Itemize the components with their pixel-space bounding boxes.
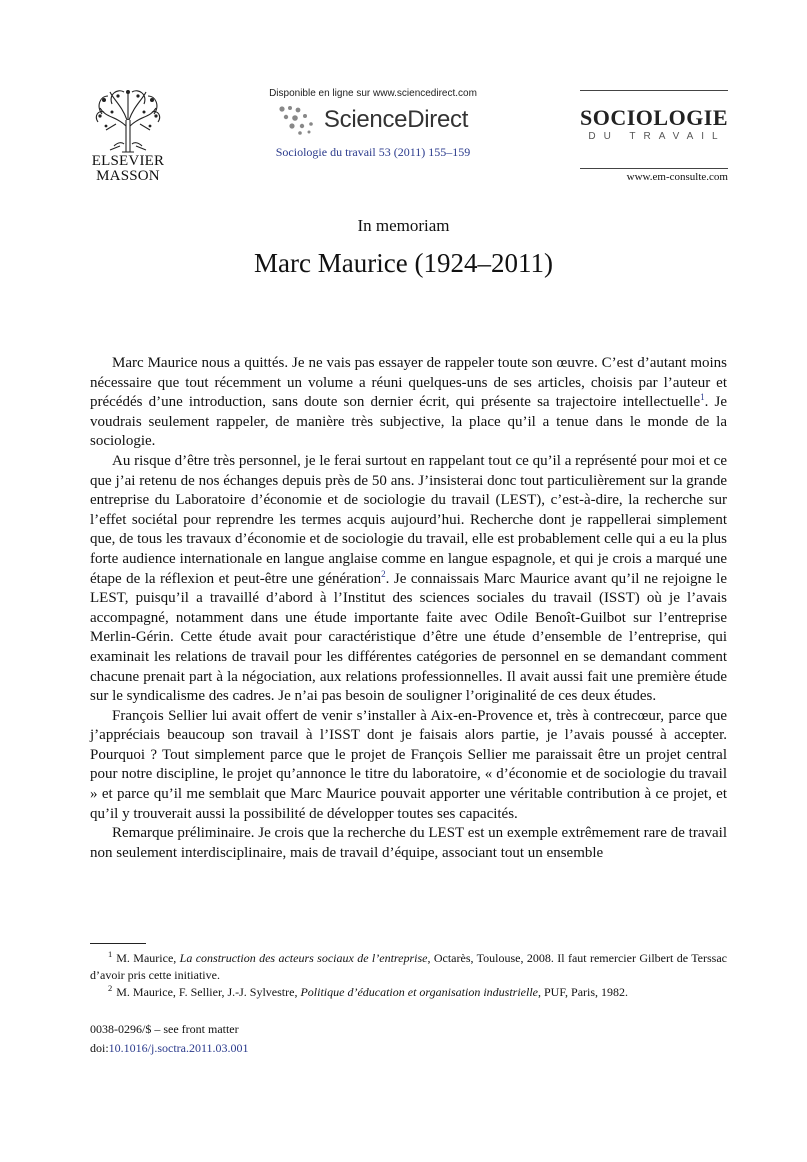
journal-masthead	[580, 90, 728, 183]
journal-header	[88, 82, 728, 202]
sciencedirect-block	[248, 88, 498, 160]
paragraph-2: Au risque d’être très personnel, je le ferai surtout en rappelant tout ce qu’il a représenté pour moi et ce que j’ai retenu de nos échanges depuis près de 50 ans. J’insisterai donc tout particulièrement sur la grande entreprise du Laboratoire d’économie et de sociologie du travail (LEST), c’est-à-dire, la recherche sur l’effet sociétal pour reprendre les termes acquis aujourd’hui. Recherche dont je rappellerai simplement que, de tous les travaux d’économie et de sociologie du travail, elle est probablement celle qui a eu la plus forte audience internationale en langue anglaise comme en langue espagnole, et qui je crois a marqué une étape de la réflexion et peut-être une génération$^2$. Je connaissais Marc Maurice avant qu’il ne rejoigne le LEST, puisqu’il a travaillé d’abord à l’Institut des sciences sociales du travail (ISST) où je l’avais accompagné, notamment dans une étude importante faite avec Odile Benoît-Guilbot sur l’entreprise Merlin-Gérin. Cette étude avait pour caractéristique d’être une étude d’ensemble de l’entreprise, qui examinait les relations de travail pour les différentes catégories de personnel en se demandant comment chacune prenait part à la négociation, aux relations professionnelles. Il avait aussi fait une première étude sur le syndicalisme des cadres. Je n’ai pas besoin de souligner l’originalité de ces deux études.	[90, 452, 727, 705]
paragraph-4: Remarque préliminaire. Je crois que la recherche du LEST est un exemple extrêmement rare de travail non seulement interdisciplinaire, mais de travail d’équipe, associant tout un ensemble	[90, 825, 727, 861]
elsevier-masson-logo	[88, 86, 168, 184]
sciencedirect-dots-icon	[278, 105, 318, 135]
article-title: Marc Maurice (1924–2011)	[254, 248, 553, 278]
article-kicker: In memoriam	[357, 216, 450, 235]
footnote-ref-1[interactable]: 1	[700, 392, 705, 403]
footnote-1: $^1$ M. Maurice, La construction des acteurs sociaux de l’entreprise, Octarès, Toulouse, 2008. Il faut remercier Gilbert de Terssac d’avoir pris cette initiative.	[90, 949, 727, 982]
footnotes	[90, 950, 727, 1001]
issn-line: 0038-0296/$ – see front matter	[90, 1022, 239, 1036]
article-body	[90, 354, 727, 863]
available-online-text: Disponible en ligne sur www.sciencedirect.com	[269, 88, 477, 99]
doi-line: doi:10.1016/j.soctra.2011.03.001	[90, 1041, 249, 1055]
article-identifiers	[90, 1020, 249, 1058]
footnote-ref-2[interactable]: 2	[381, 568, 386, 579]
footnote-2: $^2$ M. Maurice, F. Sellier, J.-J. Sylvestre, Politique d’éducation et organisation industrielle, PUF, Paris, 1982.	[108, 983, 629, 999]
journal-url: www.em-consulte.com	[626, 171, 728, 183]
sciencedirect-logo	[248, 105, 498, 135]
elsevier-tree-icon	[92, 86, 164, 154]
masthead-rule-top	[580, 90, 728, 91]
footnote-separator	[90, 943, 146, 944]
paragraph-3: François Sellier lui avait offert de venir s’installer à Aix-en-Provence et, très à contrecœur, parce que j’appréciais beaucoup son travail à l’ISST dont je faisais alors partie, je l’avais poussé à accepter. Pourquoi ? Tout simplement parce que le projet de François Sellier me paraissait être un projet central pour notre discipline, le projet qu’annonce le titre du laboratoire, « d’économie et de sociologie du travail » et parce qu’il me semblait que Marc Maurice pouvait apporter une véritable contribution à ce projet, et qu’il y trouverait aussi la possibilité de développer toutes ses capacités.	[90, 707, 727, 822]
sciencedirect-wordmark: ScienceDirect	[323, 106, 469, 133]
journal-reference: Sociologie du travail 53 (2011) 155–159	[275, 145, 471, 159]
publisher-name-2: MASSON	[96, 168, 160, 184]
journal-title: SOCIOLOGIE	[580, 105, 729, 130]
masthead-rule-bottom	[580, 168, 728, 169]
journal-subtitle: DU TRAVAIL	[588, 131, 726, 142]
paragraph-1: Marc Maurice nous a quittés. Je ne vais pas essayer de rappeler toute son œuvre. C’est d’autant moins nécessaire que tout récemment un volume a réuni quelques-uns de ses articles, choisis par l’auteur et précédés d’une introduction, sans doute son dernier écrit, qui présente sa trajectoire intellectuelle$^1$. Je voudrais seulement rappeler, de manière très subjective, la place qu’il a tenue dans le monde de la sociologie.	[90, 355, 727, 450]
doi-link[interactable]: 10.1016/j.soctra.2011.03.001	[108, 1041, 249, 1055]
publisher-name: ELSEVIER	[91, 153, 165, 169]
